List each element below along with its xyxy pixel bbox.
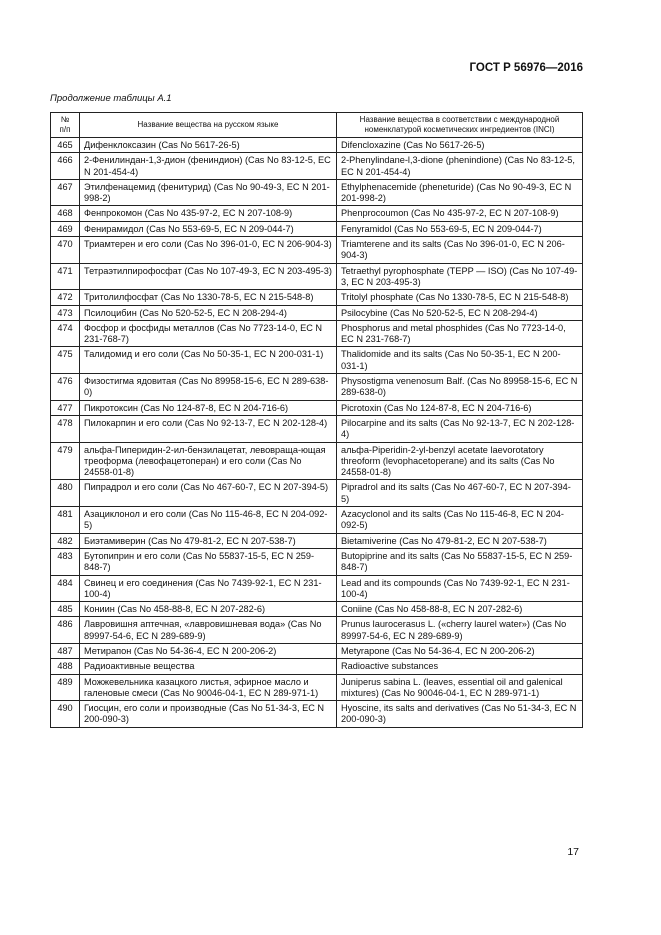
russian-name: Свинец и его соединения (Cas No 7439-92-1, EC N 231-100-4) [80,575,337,602]
inci-name: Phenprocoumon (Cas No 435-97-2, EC N 207-108-9) [337,206,583,221]
row-number: 467 [51,179,80,206]
row-number: 474 [51,320,80,347]
row-number: 478 [51,415,80,442]
inci-name: Tritolyl phosphate (Cas No 1330-78-5, EC N 215-548-8) [337,290,583,305]
inci-name: Azacyclonol and its salts (Cas No 115-46-8, EC N 204-092-5) [337,507,583,534]
inci-name: Radioactive substances [337,659,583,674]
inci-name: Prunus laurocerasus L. («cherry laurel water») (Cas No 89997-54-6, EC N 289-689-9) [337,617,583,644]
document-code: ГОСТ Р 56976—2016 [469,62,583,74]
table-row [51,221,583,236]
row-number: 487 [51,643,80,658]
inci-name: Lead and its compounds (Cas No 7439-92-1, EC N 231-100-4) [337,575,583,602]
russian-name: Можжевельника казацкого листья, эфирное масло и галеновые смеси (Cas No 90046-04-1, EC N 289-971-1) [80,674,337,701]
russian-name: Радиоактивные вещества [80,659,337,674]
table-row [51,237,583,264]
inci-name: Hyoscine, its salts and derivatives (Cas No 51-34-3, EC N 200-090-3) [337,701,583,728]
row-number: 476 [51,374,80,401]
inci-name: Thalidomide and its salts (Cas No 50-35-1, EC N 200-031-1) [337,347,583,374]
russian-name: Дифенклоксазин (Cas No 5617-26-5) [80,138,337,153]
row-number: 481 [51,507,80,534]
inci-name: альфа-Piperidin-2-yl-benzyl acetate laevorotatory threoform (levophacetoperane) and its salts (Cas No 24558-01-8) [337,442,583,480]
table-row [51,415,583,442]
inci-name: Pipradrol and its salts (Cas No 467-60-7, EC N 207-394-5) [337,480,583,507]
table-row [51,320,583,347]
russian-name: Фосфор и фосфиды металлов (Cas No 7723-14-0, EC N 231-768-7) [80,320,337,347]
inci-name: Tetraethyl pyrophosphate (TEPP — ISO) (Cas No 107-49-3, EC N 203-495-3) [337,263,583,290]
table-row [51,643,583,658]
table-row [51,602,583,617]
row-number: 479 [51,442,80,480]
table-row [51,400,583,415]
table-row [51,305,583,320]
row-number: 484 [51,575,80,602]
row-number: 482 [51,533,80,548]
row-number: 489 [51,674,80,701]
russian-name: Триамтерен и его соли (Cas No 396-01-0, EC N 206-904-3) [80,237,337,264]
russian-name: Пикротоксин (Cas No 124-87-8, EC N 204-716-6) [80,400,337,415]
russian-name: Фенпрокомон (Cas No 435-97-2, EC N 207-108-9) [80,206,337,221]
table-row [51,617,583,644]
row-number: 488 [51,659,80,674]
table-row [51,533,583,548]
row-number: 483 [51,548,80,575]
inci-name: Difencloxazine (Cas No 5617-26-5) [337,138,583,153]
substances-table [50,112,583,728]
row-number: 472 [51,290,80,305]
row-number: 470 [51,237,80,264]
russian-name: Пилокарпин и его соли (Cas No 92-13-7, EC N 202-128-4) [80,415,337,442]
table-row [51,659,583,674]
inci-name: Butopiprine and its salts (Cas No 55837-15-5, EC N 259-848-7) [337,548,583,575]
row-number: 468 [51,206,80,221]
table-header-row [51,113,583,138]
header-inci-name: Название вещества в соответствии с международной номенклатурой косметических ингредиентов (INCI) [337,113,583,138]
russian-name: Физостигма ядовитая (Cas No 89958-15-6, EC N 289-638-0) [80,374,337,401]
inci-name: Psilocybine (Cas No 520-52-5, EC N 208-294-4) [337,305,583,320]
russian-name: Фенирамидол (Cas No 553-69-5, EC N 209-044-7) [80,221,337,236]
russian-name: Тритолилфосфат (Cas No 1330-78-5, EC N 215-548-8) [80,290,337,305]
inci-name: Fenyramidol (Cas No 553-69-5, EC N 209-044-7) [337,221,583,236]
inci-name: Picrotoxin (Cas No 124-87-8, EC N 204-716-6) [337,400,583,415]
table-row [51,138,583,153]
row-number: 475 [51,347,80,374]
row-number: 469 [51,221,80,236]
table-caption: Продолжение таблицы А.1 [50,93,172,104]
table-row [51,507,583,534]
row-number: 490 [51,701,80,728]
russian-name: Пипрадрол и его соли (Cas No 467-60-7, EC N 207-394-5) [80,480,337,507]
page-number: 17 [567,846,579,858]
table-row [51,179,583,206]
inci-name: Physostigma venenosum Balf. (Cas No 89958-15-6, EC N 289-638-0) [337,374,583,401]
russian-name: Метирапон (Cas No 54-36-4, EC N 200-206-2) [80,643,337,658]
inci-name: Juniperus sabina L. (leaves, essential oil and galenical mixtures) (Cas No 90046-04-1, EC N 289-971-1) [337,674,583,701]
inci-name: Metyrapone (Cas No 54-36-4, EC N 200-206-2) [337,643,583,658]
russian-name: Бутопиприн и его соли (Cas No 55837-15-5, EC N 259-848-7) [80,548,337,575]
inci-name: Phosphorus and metal phosphides (Cas No 7723-14-0, EC N 231-768-7) [337,320,583,347]
row-number: 465 [51,138,80,153]
table-row [51,575,583,602]
russian-name: Псилоцибин (Cas No 520-52-5, EC N 208-294-4) [80,305,337,320]
row-number: 485 [51,602,80,617]
table-row [51,263,583,290]
inci-name: Bietamiverine (Cas No 479-81-2, EC N 207-538-7) [337,533,583,548]
table-row [51,206,583,221]
russian-name: альфа-Пиперидин-2-ил-бензилацетат, левовраща-ющая треоформа (левофацетоперан) и его соли (Cas No 24558-01-8) [80,442,337,480]
row-number: 480 [51,480,80,507]
row-number: 471 [51,263,80,290]
inci-name: 2-Phenylindane-l,3-dione (phenindione) (Cas No 83-12-5, EC N 201-454-4) [337,153,583,180]
header-russian-name: Название вещества на русском языке [80,113,337,138]
inci-name: Coniine (Cas No 458-88-8, EC N 207-282-6) [337,602,583,617]
russian-name: Этилфенацемид (фенитурид) (Cas No 90-49-3, EC N 201-998-2) [80,179,337,206]
russian-name: Биэтамиверин (Cas No 479-81-2, EC N 207-538-7) [80,533,337,548]
inci-name: Triamterene and its salts (Cas No 396-01-0, EC N 206-904-3) [337,237,583,264]
table-row [51,290,583,305]
table-row [51,442,583,480]
table-row [51,480,583,507]
row-number: 477 [51,400,80,415]
russian-name: Лавровишня аптечная, «лавровишневая вода» (Cas No 89997-54-6, EC N 289-689-9) [80,617,337,644]
row-number: 473 [51,305,80,320]
table-row [51,548,583,575]
header-num: № п/п [51,113,80,138]
russian-name: Гиосцин, его соли и производные (Cas No 51-34-3, EC N 200-090-3) [80,701,337,728]
inci-name: Ethylphenacemide (pheneturide) (Cas No 90-49-3, EC N 201-998-2) [337,179,583,206]
table-row [51,347,583,374]
russian-name: 2-Фенилиндан-1,3-дион (фениндион) (Cas No 83-12-5, EC N 201-454-4) [80,153,337,180]
inci-name: Pilocarpine and its salts (Cas No 92-13-7, EC N 202-128-4) [337,415,583,442]
table-row [51,674,583,701]
russian-name: Тетраэтилпирофосфат (Cas No 107-49-3, EC N 203-495-3) [80,263,337,290]
russian-name: Талидомид и его соли (Cas No 50-35-1, EC N 200-031-1) [80,347,337,374]
russian-name: Азациклонол и его соли (Cas No 115-46-8, EC N 204-092-5) [80,507,337,534]
row-number: 466 [51,153,80,180]
table-row [51,701,583,728]
russian-name: Кониин (Cas No 458-88-8, EC N 207-282-6) [80,602,337,617]
row-number: 486 [51,617,80,644]
table-row [51,153,583,180]
table-row [51,374,583,401]
